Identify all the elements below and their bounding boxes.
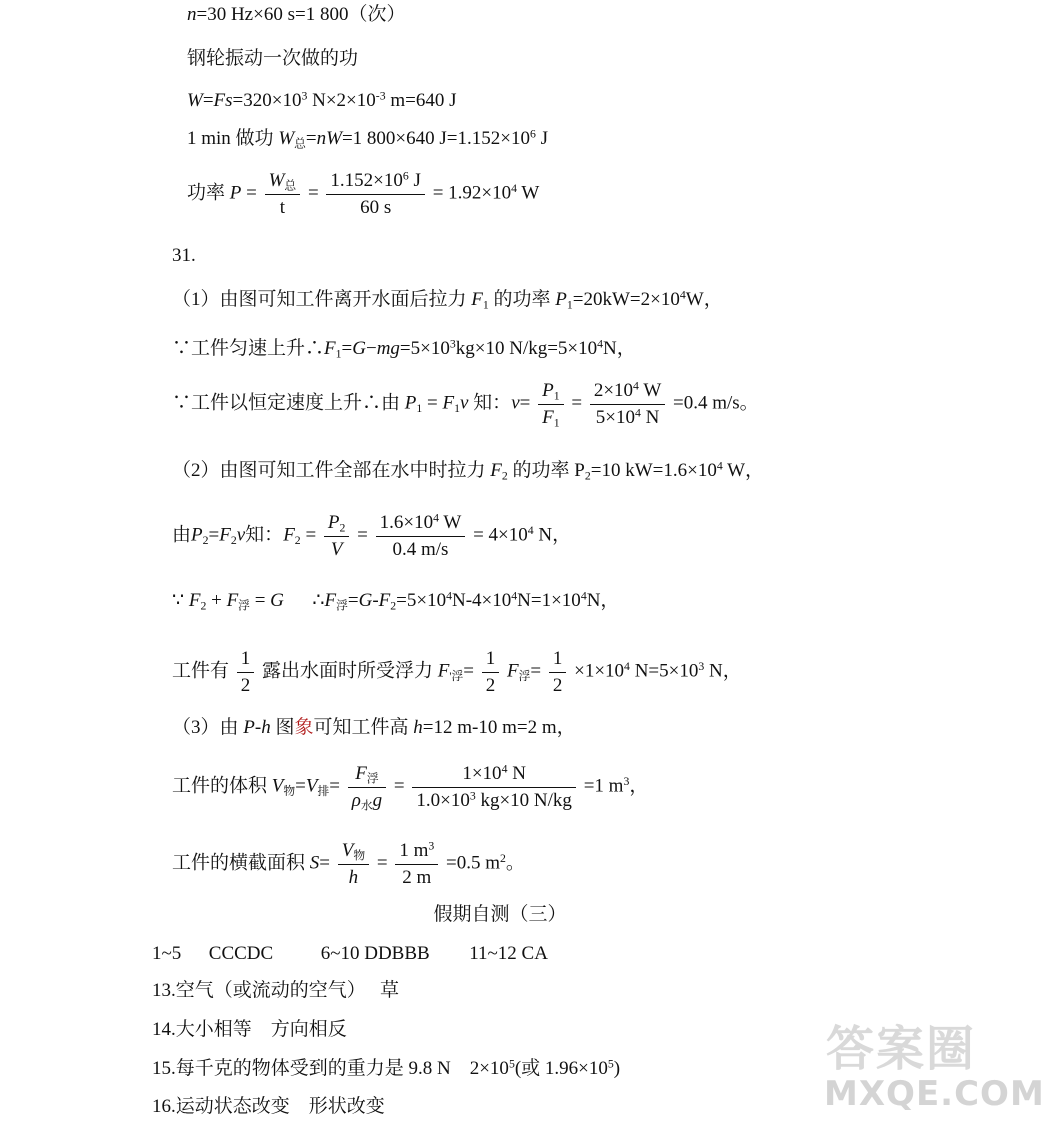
- exponent: 4: [597, 337, 604, 351]
- var-f: F: [355, 763, 367, 784]
- text: =0.5 m: [446, 852, 501, 874]
- text: kg×10 N/kg: [475, 789, 572, 811]
- exponent: 4: [716, 459, 723, 473]
- var-fs: Fs: [213, 90, 233, 111]
- line-force-f2: [172, 512, 571, 561]
- line-total-work: [187, 128, 548, 151]
- exponent: 3: [623, 775, 630, 789]
- text: 象: [294, 717, 314, 738]
- text: （3）由: [172, 717, 244, 738]
- text: 工件的横截面积: [172, 852, 310, 874]
- var-g: G: [270, 590, 284, 611]
- denominator: 0.4 m/s: [392, 538, 449, 560]
- var-v: V: [271, 775, 284, 797]
- watermark-text: 答案圈: [826, 1021, 977, 1077]
- text: 1 min 做功: [187, 128, 279, 149]
- text: 5×10: [595, 406, 635, 428]
- subscript: 2: [339, 521, 346, 535]
- numerator: 1: [549, 648, 567, 673]
- text: N: [533, 524, 553, 546]
- text: =1 m: [583, 775, 624, 797]
- fraction: [482, 648, 500, 697]
- exponent: 5: [607, 1057, 614, 1071]
- line-part2: [172, 460, 764, 483]
- var-w: W: [268, 170, 285, 191]
- text: J: [535, 128, 549, 149]
- exponent: 4: [634, 406, 641, 420]
- subscript: 1: [454, 402, 460, 416]
- var-f: F: [471, 289, 483, 310]
- text: 工件有: [172, 660, 230, 682]
- exponent: 4: [624, 660, 630, 674]
- text: 。: [505, 852, 525, 874]
- exponent: 4: [511, 589, 518, 603]
- subscript: 水: [360, 799, 373, 813]
- line-volume: [172, 763, 648, 812]
- text: ，: [552, 524, 572, 546]
- exponent: 2: [500, 852, 506, 866]
- text: N=1×10: [517, 590, 581, 611]
- line-area: [172, 840, 525, 889]
- fraction: [395, 840, 438, 889]
- var-f: F: [219, 524, 231, 546]
- var-f: F: [507, 660, 519, 682]
- var-f: F: [324, 590, 337, 611]
- text: N=5×10: [629, 660, 699, 682]
- text: =20kW=2×10: [572, 289, 680, 310]
- var-f: F: [442, 392, 455, 414]
- answer-13: 13.空气（或流动的空气） 草: [152, 980, 400, 1001]
- subscript: 2: [584, 469, 591, 483]
- text: W: [517, 182, 540, 204]
- text: =: [241, 182, 262, 204]
- text: N×2×10: [307, 90, 376, 111]
- text: 由: [172, 524, 192, 546]
- text: =1 800×640 J=1.152×10: [341, 128, 530, 149]
- text: =: [347, 590, 359, 611]
- text: =: [376, 852, 393, 874]
- text: =320×10: [232, 90, 302, 111]
- var-f: F: [188, 590, 201, 611]
- var-v: v: [236, 524, 246, 546]
- text: （1）由图可知工件离开水面后拉力: [172, 289, 472, 310]
- subscript: 浮: [366, 772, 379, 786]
- var-g: G: [352, 338, 366, 359]
- line-work-calc: [187, 90, 456, 113]
- exponent: 3: [449, 337, 456, 351]
- line-part3: [172, 717, 576, 740]
- text: ，: [629, 775, 649, 797]
- text: ∴: [283, 590, 325, 611]
- text: =: [422, 392, 443, 414]
- text: 2×10: [593, 380, 634, 401]
- subscript: 1: [553, 416, 560, 430]
- var-g: g: [372, 789, 383, 811]
- line-velocity: [172, 380, 759, 429]
- exponent: 5: [508, 1057, 515, 1071]
- denominator: 2: [552, 674, 563, 696]
- subscript: 总: [294, 137, 306, 151]
- text: 工件的体积: [172, 775, 272, 797]
- fraction: [538, 380, 564, 429]
- var-mg: mg: [376, 338, 400, 359]
- var-h: h: [413, 717, 423, 738]
- numerator: 1: [237, 648, 255, 673]
- denominator: t: [279, 196, 286, 218]
- range: 6~10: [320, 943, 360, 964]
- exponent: -3: [375, 89, 386, 103]
- var-w: W: [278, 128, 295, 149]
- text: =: [519, 392, 531, 414]
- exponent: 4: [679, 288, 686, 302]
- text: N-4×10: [452, 590, 512, 611]
- text: ∵工件以恒定速度上升∴由: [172, 392, 405, 414]
- var-f: F: [226, 590, 239, 611]
- text: W，: [685, 289, 723, 310]
- text: kg×10 N/kg=5×10: [455, 338, 598, 359]
- var-rho: ρ: [351, 789, 361, 811]
- text: 露出水面时所受浮力: [262, 660, 438, 682]
- text: 知：: [245, 524, 284, 546]
- var-v: V: [341, 840, 354, 861]
- fraction: [549, 648, 567, 697]
- text: （次）: [348, 4, 406, 25]
- var-v: v: [459, 392, 469, 414]
- text: =: [307, 182, 324, 204]
- text: 1 m: [399, 840, 429, 861]
- exponent: 4: [580, 589, 587, 603]
- text: =5×10: [396, 590, 447, 611]
- text: ×1×10: [574, 660, 625, 682]
- text: = 1.92×10: [432, 182, 512, 204]
- text: N: [507, 763, 526, 784]
- var-f: F: [378, 590, 391, 611]
- subscript: 2: [200, 599, 207, 613]
- answers: CA: [521, 943, 548, 964]
- exponent: 3: [469, 789, 476, 803]
- exponent: 6: [529, 127, 536, 141]
- text: −: [365, 338, 377, 359]
- var-p: P: [229, 182, 242, 204]
- text: =30 Hz×60 s=1 800: [196, 4, 349, 25]
- text: =: [202, 90, 214, 111]
- var-p: P: [191, 524, 203, 546]
- text: W: [438, 512, 462, 533]
- subscript: 浮: [238, 599, 250, 613]
- var-s: S: [309, 852, 320, 874]
- answers: CCCDC: [208, 943, 274, 964]
- subscript: 2: [202, 534, 209, 548]
- section-title: 假期自测（三）: [433, 904, 567, 925]
- answer-choices: [152, 943, 548, 966]
- subscript: 物: [283, 785, 296, 799]
- text: 1×10: [462, 763, 502, 784]
- text: =10 kW=1.6×10: [590, 460, 717, 481]
- var-f: F: [542, 406, 554, 428]
- text: W，: [722, 460, 765, 481]
- text: =: [208, 524, 220, 546]
- text: m=640 J: [385, 90, 457, 111]
- text: N，: [603, 338, 636, 359]
- subscript: 1: [416, 402, 423, 416]
- var-p: P: [542, 380, 554, 401]
- exponent: 3: [698, 660, 705, 674]
- range: 1~5: [152, 943, 182, 964]
- text: J: [408, 170, 421, 191]
- answer-15: [152, 1058, 620, 1081]
- text: =: [571, 392, 583, 414]
- denominator: 2: [485, 674, 496, 696]
- text: =: [305, 128, 317, 149]
- text: 的功率: [488, 289, 556, 310]
- text: W: [638, 380, 662, 401]
- var-g: G: [358, 590, 373, 611]
- fraction: [590, 380, 665, 429]
- var-n: n: [187, 4, 197, 25]
- subscript: 物: [353, 849, 366, 863]
- line-work-heading: 钢轮振动一次做的功: [187, 48, 359, 69]
- var-f: F: [283, 524, 295, 546]
- subscript: 浮: [518, 670, 531, 684]
- fraction: [324, 512, 350, 561]
- var-f: F: [490, 460, 502, 481]
- exponent: 6: [402, 169, 409, 183]
- var-ph: P-h: [243, 717, 271, 738]
- answer-14: 14.大小相等 方向相反: [152, 1019, 347, 1040]
- var-v: V: [330, 538, 343, 560]
- text: =: [341, 338, 353, 359]
- line-power: [187, 170, 539, 219]
- denominator: 2: [240, 674, 251, 696]
- fraction: [348, 763, 386, 812]
- text: =: [329, 775, 340, 797]
- var-f: F: [324, 338, 336, 359]
- range: 11~12: [469, 943, 517, 964]
- line-frequency: [187, 4, 405, 27]
- var-v: V: [305, 775, 318, 797]
- denominator: 2 m: [402, 866, 432, 888]
- watermark-logo: [818, 1010, 1045, 1120]
- exponent: 4: [501, 762, 508, 776]
- subscript: 2: [230, 534, 237, 548]
- line-uniform-rise: [172, 338, 636, 361]
- subscript: '浮: [449, 670, 464, 684]
- text: N，: [586, 590, 620, 611]
- fraction: [376, 512, 466, 561]
- answers: DDBBB: [364, 943, 430, 964]
- var-v: v: [511, 392, 520, 414]
- text: (或 1.96×10: [514, 1058, 608, 1079]
- subscript: 1: [553, 389, 560, 403]
- text: 知：: [468, 392, 512, 414]
- text: 图: [270, 717, 295, 738]
- text: =: [463, 660, 474, 682]
- text: 15.每千克的物体受到的重力是 9.8 N 2×10: [152, 1058, 509, 1079]
- subscript: 排: [317, 785, 330, 799]
- text: =12 m-10 m=2 m，: [422, 717, 576, 738]
- text: -: [372, 590, 379, 611]
- var-nw: nW: [316, 128, 342, 149]
- text: 的功率 P: [507, 460, 585, 481]
- var-h: h: [348, 866, 359, 888]
- fraction: [326, 170, 425, 219]
- fraction: [265, 170, 301, 219]
- var-p: P: [327, 512, 340, 533]
- text: =: [393, 775, 410, 797]
- text: ): [613, 1058, 621, 1079]
- text: 1.6×10: [379, 512, 434, 533]
- text: N: [640, 406, 660, 428]
- subscript: 2: [294, 534, 301, 548]
- text: =: [357, 524, 373, 546]
- var-f: F: [437, 660, 450, 682]
- text: =: [295, 775, 306, 797]
- subscript: 总: [284, 179, 297, 193]
- exponent: 4: [633, 379, 639, 393]
- line-part1: [172, 289, 723, 312]
- text: 可知工件高: [313, 717, 414, 738]
- subscript: 1: [482, 298, 489, 312]
- var-w: W: [187, 90, 203, 111]
- subscript: 2: [390, 599, 397, 613]
- line-buoyancy: [172, 590, 619, 613]
- text: =: [300, 524, 321, 546]
- exponent: 4: [511, 182, 518, 196]
- exponent: 4: [446, 589, 452, 603]
- subscript: 1: [335, 347, 342, 361]
- subscript: 浮: [336, 599, 348, 613]
- text: =: [530, 660, 542, 682]
- text: =: [249, 590, 271, 611]
- subscript: 1: [566, 298, 573, 312]
- fraction: [237, 648, 255, 697]
- text: = 4×10: [473, 524, 528, 546]
- watermark-url: MXQE.COM: [824, 1074, 1045, 1114]
- denominator: 60 s: [360, 196, 392, 218]
- exponent: 4: [527, 524, 534, 538]
- question-number: 31.: [172, 245, 196, 266]
- exponent: 3: [428, 839, 435, 853]
- text: =5×10: [399, 338, 450, 359]
- exponent: 4: [433, 511, 439, 525]
- text: +: [206, 590, 227, 611]
- var-p: P: [555, 289, 567, 310]
- text: 功率: [187, 182, 230, 204]
- text: =: [319, 852, 330, 874]
- text: （2）由图可知工件全部在水中时拉力: [172, 460, 491, 481]
- line-half-buoyancy: [172, 648, 742, 697]
- text: =0.4 m/s。: [673, 392, 759, 414]
- answer-16: 16.运动状态改变 形状改变: [152, 1096, 385, 1117]
- fraction: [338, 840, 369, 889]
- subscript: 2: [501, 469, 508, 483]
- fraction: [412, 763, 576, 812]
- text: ∵工件匀速上升∴: [172, 338, 325, 359]
- text: 1.152×10: [330, 170, 403, 191]
- text: 1.0×10: [416, 789, 470, 811]
- var-p: P: [404, 392, 417, 414]
- text: ∵: [172, 590, 189, 611]
- numerator: 1: [482, 648, 500, 673]
- text: N，: [704, 660, 742, 682]
- exponent: 3: [301, 89, 308, 103]
